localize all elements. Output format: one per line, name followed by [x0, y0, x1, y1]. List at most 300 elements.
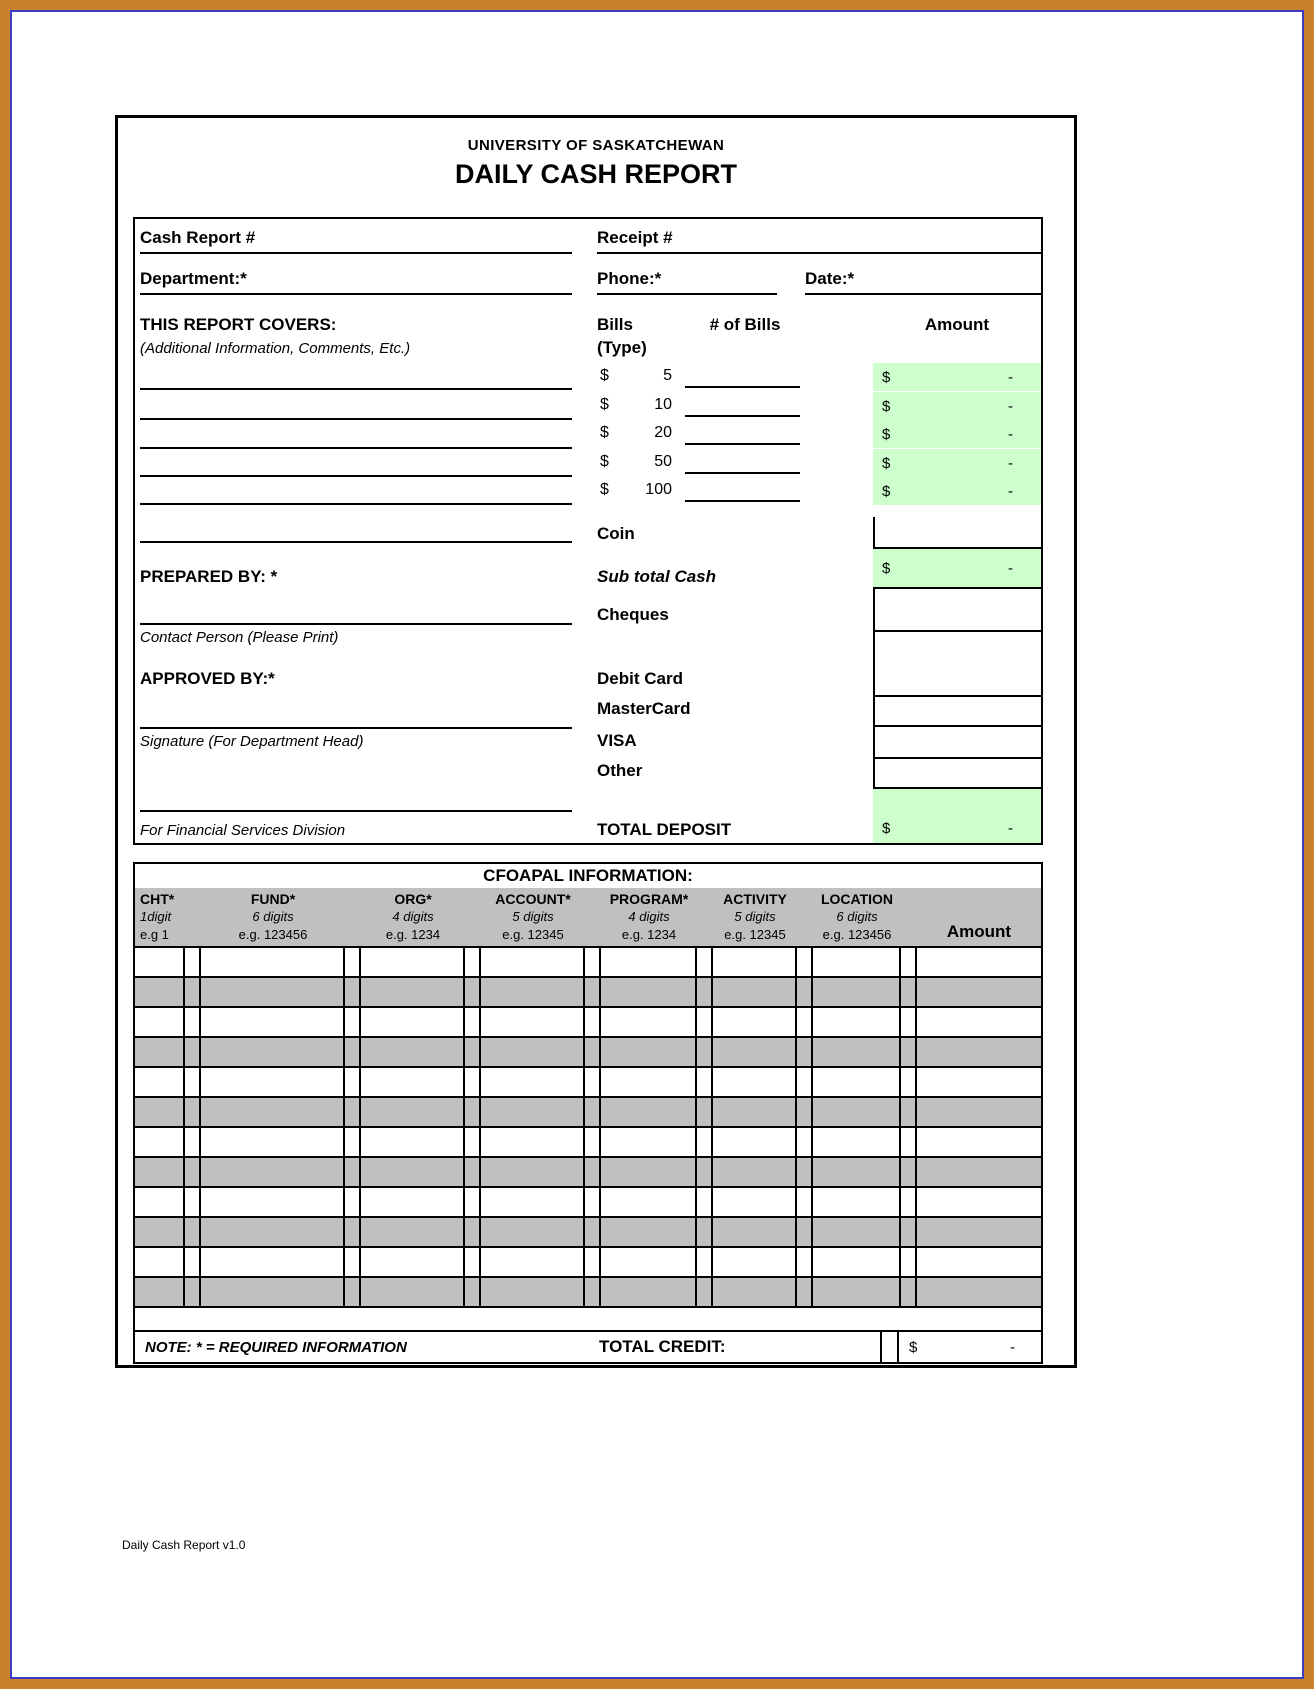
- cfoapal-entry-cell[interactable]: [917, 1218, 1041, 1246]
- cfoapal-entry-cell[interactable]: [813, 1098, 901, 1126]
- cfoapal-entry-cell[interactable]: [481, 1128, 585, 1156]
- cfoapal-entry-cell[interactable]: [813, 1218, 901, 1246]
- col-example-activity: e.g. 12345: [724, 927, 786, 942]
- date-field[interactable]: [805, 269, 1041, 295]
- cfoapal-entry-cell[interactable]: [585, 1068, 601, 1096]
- cfoapal-entry-cell[interactable]: [697, 978, 713, 1006]
- cfoapal-entry-cell[interactable]: [361, 948, 465, 976]
- cfoapal-entry-cell[interactable]: [813, 948, 901, 976]
- cfoapal-entry-cell[interactable]: [697, 1008, 713, 1036]
- cfoapal-entry-cell[interactable]: [697, 1188, 713, 1216]
- cfoapal-entry-cell[interactable]: [713, 1008, 797, 1036]
- cfoapal-entry-cell[interactable]: [481, 978, 585, 1006]
- cheques-amount-line[interactable]: [873, 630, 1041, 632]
- bill-amount-cell[interactable]: [873, 392, 1041, 420]
- cfoapal-entry-cell[interactable]: [135, 1008, 185, 1036]
- cfoapal-entry-cell[interactable]: [797, 1278, 813, 1306]
- cfoapal-entry-cell[interactable]: [713, 1278, 797, 1306]
- bill-row: [597, 449, 1041, 477]
- cfoapal-entry-cell[interactable]: [345, 1068, 361, 1096]
- date-label: Date:*: [805, 269, 855, 288]
- cfoapal-entry-cell[interactable]: [797, 1218, 813, 1246]
- zero-amount: -: [1008, 368, 1013, 386]
- cfoapal-entry-cell[interactable]: [481, 1068, 585, 1096]
- bill-count-line[interactable]: [685, 477, 800, 502]
- cfoapal-entry-cell[interactable]: [135, 1098, 185, 1126]
- cfoapal-entry-cell[interactable]: [361, 1278, 465, 1306]
- cfoapal-entry-cell[interactable]: [697, 1098, 713, 1126]
- cfoapal-entry-cell[interactable]: [797, 1098, 813, 1126]
- cfoapal-entry-cell[interactable]: [135, 1188, 185, 1216]
- cfoapal-entry-cell[interactable]: [185, 1128, 201, 1156]
- cfoapal-entry-cell[interactable]: [345, 1188, 361, 1216]
- cfoapal-entry-cell[interactable]: [813, 1248, 901, 1276]
- cash-report-number-field[interactable]: [140, 228, 572, 254]
- cfoapal-entry-cell[interactable]: [481, 1188, 585, 1216]
- cfoapal-entry-cell[interactable]: [585, 1278, 601, 1306]
- bill-row: [597, 477, 1041, 505]
- cfoapal-entry-cell[interactable]: [201, 1188, 345, 1216]
- cfoapal-entry-cell[interactable]: [465, 948, 481, 976]
- cfoapal-entry-cell[interactable]: [345, 1248, 361, 1276]
- cfoapal-entry-cell[interactable]: [813, 1188, 901, 1216]
- cfoapal-entry-cell[interactable]: [201, 1158, 345, 1186]
- col-example-fund: e.g. 123456: [238, 927, 308, 942]
- col-header-account: ACCOUNT*: [495, 891, 571, 907]
- zero-amount: -: [1008, 454, 1013, 472]
- cfoapal-entry-cell[interactable]: [713, 1218, 797, 1246]
- comment-line[interactable]: [140, 475, 572, 477]
- col-example-location: e.g. 123456: [822, 927, 892, 942]
- cfoapal-entry-cell[interactable]: [697, 1158, 713, 1186]
- cfoapal-entry-cell[interactable]: [135, 1278, 185, 1306]
- required-note: NOTE: * = REQUIRED INFORMATION: [145, 1339, 407, 1356]
- cfoapal-entry-cell[interactable]: [697, 948, 713, 976]
- cfoapal-entry-cell[interactable]: [713, 1038, 797, 1066]
- cfoapal-entry-cell[interactable]: [697, 1038, 713, 1066]
- cfoapal-entry-cell[interactable]: [135, 1158, 185, 1186]
- total-credit-cell-divider: [880, 1332, 882, 1362]
- receipt-number-label: Receipt #: [597, 228, 673, 247]
- cfoapal-entry-cell[interactable]: [901, 1038, 917, 1066]
- visa-label: VISA: [597, 731, 637, 750]
- cfoapal-entry-cell[interactable]: [481, 948, 585, 976]
- total-deposit-cell[interactable]: [873, 787, 1041, 843]
- cfoapal-entry-cell[interactable]: [135, 1068, 185, 1096]
- currency-symbol: $: [600, 481, 609, 498]
- col-header-cht: CHT*: [140, 891, 175, 907]
- signature-line[interactable]: [140, 727, 572, 729]
- cfoapal-entry-cell[interactable]: [585, 1128, 601, 1156]
- approved-by-label: APPROVED BY:*: [140, 669, 275, 688]
- cfoapal-entry-cell[interactable]: [361, 1158, 465, 1186]
- currency-symbol: $: [882, 368, 891, 386]
- cfoapal-entry-cell[interactable]: [361, 1218, 465, 1246]
- cfoapal-entry-cell[interactable]: [797, 1158, 813, 1186]
- col-digits-account: 5 digits: [512, 909, 554, 924]
- cfoapal-entry-cell[interactable]: [585, 1098, 601, 1126]
- bill-count-line[interactable]: [685, 392, 800, 417]
- bill-count-line[interactable]: [685, 420, 800, 445]
- zero-amount: -: [1008, 820, 1013, 837]
- cfoapal-entry-cell[interactable]: [901, 1158, 917, 1186]
- cfoapal-entry-cell[interactable]: [185, 1098, 201, 1126]
- cfoapal-entry-cell[interactable]: [917, 1038, 1041, 1066]
- cfoapal-entry-cell[interactable]: [585, 1188, 601, 1216]
- cfoapal-grid: [135, 948, 1041, 1308]
- cfoapal-entry-cell[interactable]: [361, 1248, 465, 1276]
- cfoapal-entry-row: [135, 1188, 1041, 1218]
- debit-card-amount-line[interactable]: [873, 695, 1041, 697]
- cfoapal-entry-cell[interactable]: [135, 1218, 185, 1246]
- bills-header-label: Bills: [597, 315, 633, 334]
- cfoapal-entry-cell[interactable]: [585, 1008, 601, 1036]
- cfoapal-footer-band: [135, 1330, 1041, 1362]
- cfoapal-entry-cell[interactable]: [185, 1008, 201, 1036]
- bill-denomination: 5: [663, 367, 672, 384]
- currency-symbol: $: [600, 453, 609, 470]
- col-header-activity: ACTIVITY: [723, 891, 787, 907]
- cfoapal-entry-cell[interactable]: [135, 1038, 185, 1066]
- cfoapal-entry-cell[interactable]: [713, 978, 797, 1006]
- cfoapal-entry-cell[interactable]: [797, 1038, 813, 1066]
- department-label: Department:*: [140, 269, 247, 288]
- receipt-number-field[interactable]: [597, 228, 1041, 254]
- signature-caption: Signature (For Department Head): [140, 733, 364, 750]
- cfoapal-entry-cell[interactable]: [201, 948, 345, 976]
- cfoapal-entry-cell[interactable]: [135, 978, 185, 1006]
- cfoapal-entry-cell[interactable]: [465, 1068, 481, 1096]
- cfoapal-entry-cell[interactable]: [601, 1218, 697, 1246]
- cfoapal-entry-cell[interactable]: [345, 948, 361, 976]
- cfoapal-entry-cell[interactable]: [697, 1128, 713, 1156]
- cfoapal-entry-cell[interactable]: [601, 1098, 697, 1126]
- cfoapal-entry-cell[interactable]: [481, 1008, 585, 1036]
- cfoapal-entry-cell[interactable]: [585, 1038, 601, 1066]
- cfoapal-entry-cell[interactable]: [901, 948, 917, 976]
- cfoapal-entry-cell[interactable]: [201, 1008, 345, 1036]
- cfoapal-entry-cell[interactable]: [601, 1278, 697, 1306]
- cfoapal-entry-cell[interactable]: [185, 1218, 201, 1246]
- cfoapal-entry-cell[interactable]: [901, 1278, 917, 1306]
- visa-amount-line[interactable]: [873, 757, 1041, 759]
- cfoapal-entry-cell[interactable]: [917, 1128, 1041, 1156]
- cfoapal-entry-row: [135, 1038, 1041, 1068]
- cfoapal-entry-cell[interactable]: [697, 1278, 713, 1306]
- cfoapal-entry-cell[interactable]: [201, 1248, 345, 1276]
- col-example-account: e.g. 12345: [502, 927, 564, 942]
- cfoapal-entry-cell[interactable]: [601, 1188, 697, 1216]
- debit-card-label: Debit Card: [597, 669, 683, 688]
- cfoapal-entry-cell[interactable]: [201, 1128, 345, 1156]
- cfoapal-entry-cell[interactable]: [345, 1098, 361, 1126]
- cfoapal-entry-cell[interactable]: [917, 1158, 1041, 1186]
- prepared-by-label: PREPARED BY: *: [140, 567, 278, 586]
- zero-amount: -: [1008, 559, 1013, 577]
- cfoapal-entry-cell[interactable]: [185, 1038, 201, 1066]
- cfoapal-entry-cell[interactable]: [185, 978, 201, 1006]
- cfoapal-entry-cell[interactable]: [135, 948, 185, 976]
- cfoapal-entry-cell[interactable]: [361, 1128, 465, 1156]
- col-example-cht: e.g 1: [140, 927, 169, 942]
- cfoapal-entry-cell[interactable]: [713, 1248, 797, 1276]
- bill-amount-cell[interactable]: [873, 477, 1041, 505]
- cfoapal-entry-row: [135, 978, 1041, 1008]
- cfoapal-entry-cell[interactable]: [713, 1098, 797, 1126]
- footer-version: Daily Cash Report v1.0: [122, 1538, 246, 1552]
- cfoapal-entry-cell[interactable]: [697, 1248, 713, 1276]
- cfoapal-entry-cell[interactable]: [345, 1158, 361, 1186]
- cfoapal-entry-cell[interactable]: [901, 978, 917, 1006]
- cfoapal-entry-cell[interactable]: [585, 978, 601, 1006]
- cfoapal-entry-cell[interactable]: [345, 1038, 361, 1066]
- cfoapal-entry-cell[interactable]: [345, 1008, 361, 1036]
- cfoapal-entry-cell[interactable]: [135, 1128, 185, 1156]
- cfoapal-entry-cell[interactable]: [901, 1128, 917, 1156]
- bills-type-label: (Type): [597, 338, 647, 357]
- col-example-org: e.g. 1234: [385, 927, 441, 942]
- cfoapal-entry-row: [135, 948, 1041, 978]
- bill-count-line[interactable]: [685, 449, 800, 474]
- cfoapal-entry-cell[interactable]: [585, 1158, 601, 1186]
- col-header-fund: FUND*: [250, 891, 296, 907]
- mastercard-amount-line[interactable]: [873, 725, 1041, 727]
- cfoapal-entry-cell[interactable]: [465, 1038, 481, 1066]
- bill-amount-cell[interactable]: [873, 449, 1041, 477]
- contact-person-caption: Contact Person (Please Print): [140, 629, 339, 646]
- page-title: DAILY CASH REPORT: [454, 159, 738, 189]
- cfoapal-entry-cell[interactable]: [481, 1278, 585, 1306]
- cfoapal-entry-cell[interactable]: [481, 1158, 585, 1186]
- financial-services-caption: For Financial Services Division: [140, 822, 346, 839]
- currency-symbol: $: [882, 820, 891, 837]
- cfoapal-entry-cell[interactable]: [345, 978, 361, 1006]
- cfoapal-entry-cell[interactable]: [697, 1068, 713, 1096]
- cfoapal-entry-cell[interactable]: [813, 1128, 901, 1156]
- bill-count-line[interactable]: [685, 363, 800, 388]
- cfoapal-entry-cell[interactable]: [797, 1128, 813, 1156]
- col-header-program: PROGRAM*: [609, 891, 689, 907]
- cfoapal-entry-cell[interactable]: [585, 1248, 601, 1276]
- report-covers-label: THIS REPORT COVERS:: [140, 315, 337, 334]
- cfoapal-entry-cell[interactable]: [481, 1038, 585, 1066]
- cfoapal-entry-cell[interactable]: [813, 1278, 901, 1306]
- cfoapal-entry-cell[interactable]: [185, 1278, 201, 1306]
- cfoapal-entry-cell[interactable]: [465, 1008, 481, 1036]
- cfoapal-entry-row: [135, 1248, 1041, 1278]
- zero-amount: -: [1008, 425, 1013, 443]
- cfoapal-entry-cell[interactable]: [185, 1068, 201, 1096]
- cfoapal-section: [133, 862, 1043, 1364]
- currency-symbol: $: [882, 397, 891, 415]
- cfoapal-entry-cell[interactable]: [201, 1098, 345, 1126]
- bill-amount-cell[interactable]: [873, 363, 1041, 391]
- cfoapal-entry-cell[interactable]: [901, 1188, 917, 1216]
- cfoapal-title: CFOAPAL INFORMATION:: [483, 866, 693, 885]
- bill-row: [597, 363, 1041, 391]
- cfoapal-entry-cell[interactable]: [345, 1218, 361, 1246]
- col-digits-location: 6 digits: [836, 909, 878, 924]
- cash-report-section: [133, 217, 1043, 845]
- cfoapal-entry-cell[interactable]: [813, 1158, 901, 1186]
- cfoapal-entry-cell[interactable]: [481, 1098, 585, 1126]
- cfoapal-entry-cell[interactable]: [917, 948, 1041, 976]
- subtotal-cash-label: Sub total Cash: [597, 567, 717, 586]
- cfoapal-entry-cell[interactable]: [361, 1098, 465, 1126]
- cfoapal-entry-cell[interactable]: [185, 1248, 201, 1276]
- cfoapal-entry-cell[interactable]: [361, 1068, 465, 1096]
- cfoapal-entry-cell[interactable]: [901, 1008, 917, 1036]
- cfoapal-entry-cell[interactable]: [361, 1038, 465, 1066]
- currency-symbol: $: [882, 482, 891, 500]
- cfoapal-entry-cell[interactable]: [361, 1008, 465, 1036]
- cfoapal-entry-cell[interactable]: [201, 978, 345, 1006]
- cfoapal-entry-cell[interactable]: [345, 1128, 361, 1156]
- cfoapal-entry-cell[interactable]: [813, 978, 901, 1006]
- cfoapal-entry-cell[interactable]: [601, 1068, 697, 1096]
- subtotal-cash-cell[interactable]: [873, 547, 1041, 589]
- cfoapal-entry-cell[interactable]: [797, 978, 813, 1006]
- cfoapal-entry-cell[interactable]: [585, 1218, 601, 1246]
- cfoapal-entry-cell[interactable]: [917, 1248, 1041, 1276]
- cfoapal-entry-cell[interactable]: [917, 1098, 1041, 1126]
- col-header-org: ORG*: [394, 891, 432, 907]
- cfoapal-entry-cell[interactable]: [713, 1128, 797, 1156]
- zero-amount: -: [1008, 482, 1013, 500]
- mastercard-label: MasterCard: [597, 699, 691, 718]
- cfoapal-entry-cell[interactable]: [135, 1248, 185, 1276]
- cfoapal-entry-cell[interactable]: [585, 948, 601, 976]
- cfoapal-entry-cell[interactable]: [713, 1158, 797, 1186]
- cfoapal-entry-cell[interactable]: [697, 1218, 713, 1246]
- cfoapal-entry-cell[interactable]: [201, 1218, 345, 1246]
- cfoapal-entry-cell[interactable]: [601, 1038, 697, 1066]
- cfoapal-entry-cell[interactable]: [361, 978, 465, 1006]
- cfoapal-entry-cell[interactable]: [465, 1128, 481, 1156]
- cfoapal-entry-cell[interactable]: [601, 1158, 697, 1186]
- cfoapal-entry-cell[interactable]: [361, 1188, 465, 1216]
- zero-amount: -: [1008, 397, 1013, 415]
- cfoapal-entry-cell[interactable]: [345, 1278, 361, 1306]
- cfoapal-entry-cell[interactable]: [185, 948, 201, 976]
- department-field[interactable]: [140, 269, 572, 295]
- cfoapal-entry-cell[interactable]: [797, 1248, 813, 1276]
- cfoapal-entry-cell[interactable]: [901, 1248, 917, 1276]
- cfoapal-entry-cell[interactable]: [481, 1248, 585, 1276]
- coin-label: Coin: [597, 524, 635, 543]
- cfoapal-entry-cell[interactable]: [201, 1038, 345, 1066]
- cfoapal-entry-cell[interactable]: [601, 1128, 697, 1156]
- cfoapal-entry-cell[interactable]: [185, 1188, 201, 1216]
- cfoapal-entry-row: [135, 1128, 1041, 1158]
- cfoapal-entry-cell[interactable]: [601, 1248, 697, 1276]
- comment-line[interactable]: [140, 541, 572, 543]
- comment-line[interactable]: [140, 418, 572, 420]
- cfoapal-entry-cell[interactable]: [713, 1188, 797, 1216]
- bill-row: [597, 392, 1041, 420]
- cfoapal-entry-cell[interactable]: [465, 1248, 481, 1276]
- currency-symbol: $: [909, 1339, 918, 1356]
- col-digits-cht: 1digit: [140, 909, 172, 924]
- cfoapal-entry-row: [135, 1098, 1041, 1128]
- phone-field[interactable]: [597, 269, 777, 295]
- total-credit-label: TOTAL CREDIT:: [599, 1337, 726, 1356]
- bill-amount-cell[interactable]: [873, 420, 1041, 448]
- cfoapal-entry-cell[interactable]: [713, 1068, 797, 1096]
- cfoapal-entry-cell[interactable]: [465, 978, 481, 1006]
- cfoapal-entry-cell[interactable]: [917, 1008, 1041, 1036]
- comment-line[interactable]: [140, 503, 572, 505]
- cfoapal-entry-cell[interactable]: [201, 1278, 345, 1306]
- cfoapal-header: [135, 888, 1041, 948]
- cfoapal-entry-cell[interactable]: [917, 1278, 1041, 1306]
- cfoapal-entry-cell[interactable]: [901, 1218, 917, 1246]
- zero-amount: -: [1010, 1339, 1015, 1356]
- cfoapal-entry-cell[interactable]: [813, 1038, 901, 1066]
- bill-denomination: 20: [654, 424, 672, 441]
- cfoapal-entry-cell[interactable]: [917, 978, 1041, 1006]
- cfoapal-entry-row: [135, 1008, 1041, 1038]
- cfoapal-entry-cell[interactable]: [465, 1278, 481, 1306]
- comment-line[interactable]: [140, 388, 572, 390]
- cfoapal-entry-cell[interactable]: [185, 1158, 201, 1186]
- bill-denomination: 10: [654, 396, 672, 413]
- cfoapal-entry-cell[interactable]: [901, 1068, 917, 1096]
- university-name: UNIVERSITY OF SASKATCHEWAN: [467, 137, 725, 154]
- cfoapal-entry-cell[interactable]: [813, 1008, 901, 1036]
- cfoapal-entry-cell[interactable]: [601, 948, 697, 976]
- cfoapal-entry-row: [135, 1278, 1041, 1308]
- cfoapal-entry-cell[interactable]: [797, 948, 813, 976]
- cfoapal-entry-cell[interactable]: [797, 1008, 813, 1036]
- currency-symbol: $: [882, 425, 891, 443]
- col-header-location: LOCATION: [820, 891, 894, 907]
- financial-services-line[interactable]: [140, 810, 572, 812]
- cfoapal-entry-cell[interactable]: [465, 1158, 481, 1186]
- cfoapal-entry-cell[interactable]: [813, 1068, 901, 1096]
- col-example-program: e.g. 1234: [621, 927, 677, 942]
- other-label: Other: [597, 761, 643, 780]
- cfoapal-entry-cell[interactable]: [713, 948, 797, 976]
- contact-person-line[interactable]: [140, 623, 572, 625]
- cfoapal-entry-cell[interactable]: [481, 1218, 585, 1246]
- cfoapal-entry-cell[interactable]: [797, 1188, 813, 1216]
- cheques-label: Cheques: [597, 605, 669, 624]
- cfoapal-entry-cell[interactable]: [601, 978, 697, 1006]
- cfoapal-entry-cell[interactable]: [797, 1068, 813, 1096]
- cash-report-number-label: Cash Report #: [140, 228, 256, 247]
- cfoapal-entry-cell[interactable]: [465, 1218, 481, 1246]
- bill-count-header: # of Bills: [709, 315, 781, 334]
- currency-symbol: $: [600, 396, 609, 413]
- cfoapal-entry-cell[interactable]: [917, 1068, 1041, 1096]
- total-credit-cell-divider: [897, 1332, 899, 1362]
- cfoapal-entry-cell[interactable]: [465, 1098, 481, 1126]
- bill-denomination: 50: [654, 453, 672, 470]
- col-digits-org: 4 digits: [392, 909, 434, 924]
- cfoapal-entry-row: [135, 1218, 1041, 1248]
- cfoapal-entry-cell[interactable]: [601, 1008, 697, 1036]
- bill-denomination: 100: [645, 481, 672, 498]
- cfoapal-entry-cell[interactable]: [901, 1098, 917, 1126]
- col-digits-fund: 6 digits: [252, 909, 294, 924]
- currency-symbol: $: [600, 367, 609, 384]
- comment-line[interactable]: [140, 447, 572, 449]
- cfoapal-entry-cell[interactable]: [465, 1188, 481, 1216]
- cfoapal-entry-cell[interactable]: [917, 1188, 1041, 1216]
- currency-symbol: $: [882, 454, 891, 472]
- cfoapal-entry-cell[interactable]: [201, 1068, 345, 1096]
